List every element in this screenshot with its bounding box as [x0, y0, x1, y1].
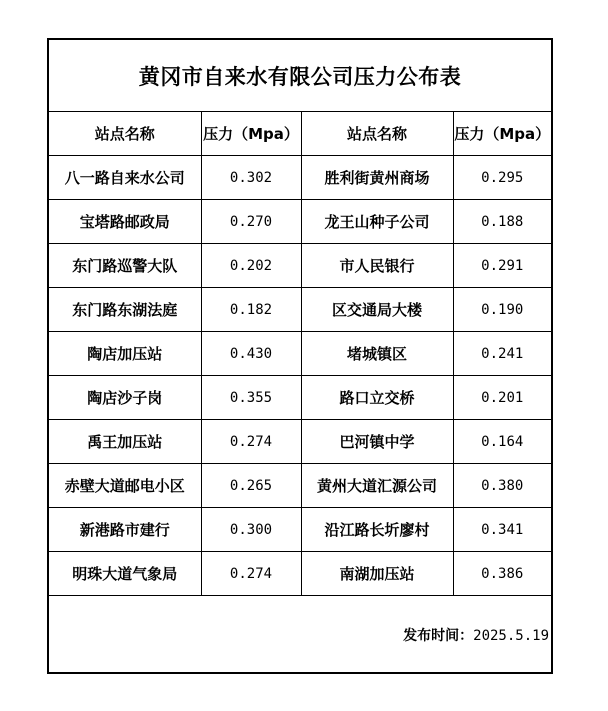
publish-time: [403, 625, 549, 645]
pressure-table: [49, 111, 551, 596]
station-name-cell: 八一路自来水公司: [49, 156, 201, 200]
station-name-cell: 新港路市建行: [49, 508, 201, 552]
table-row: [49, 508, 551, 552]
station-name-cell: 路口立交桥: [301, 376, 453, 420]
header-station-right: 站点名称: [301, 112, 453, 156]
pressure-value-cell: 0.355: [201, 376, 301, 420]
pressure-value-cell: 0.188: [453, 200, 551, 244]
station-name-cell: 沿江路长圻廖村: [301, 508, 453, 552]
pressure-value-cell: 0.274: [201, 420, 301, 464]
pressure-value-cell: 0.430: [201, 332, 301, 376]
table-row: [49, 420, 551, 464]
table-row: [49, 376, 551, 420]
table-header-row: [49, 112, 551, 156]
pressure-value-cell: 0.241: [453, 332, 551, 376]
station-name-cell: 东门路巡警大队: [49, 244, 201, 288]
station-name-cell: 明珠大道气象局: [49, 552, 201, 596]
pressure-value-cell: 0.265: [201, 464, 301, 508]
pressure-report-sheet: [47, 38, 553, 674]
publish-date: 2025.5.19: [473, 628, 549, 644]
station-name-cell: 南湖加压站: [301, 552, 453, 596]
table-row: [49, 332, 551, 376]
table-row: [49, 244, 551, 288]
pressure-value-cell: 0.202: [201, 244, 301, 288]
pressure-value-cell: 0.300: [201, 508, 301, 552]
report-title: 黄冈市自来水有限公司压力公布表: [49, 40, 551, 112]
station-name-cell: 堵城镇区: [301, 332, 453, 376]
pressure-value-cell: 0.341: [453, 508, 551, 552]
station-name-cell: 赤壁大道邮电小区: [49, 464, 201, 508]
table-row: [49, 464, 551, 508]
station-name-cell: 陶店沙子岗: [49, 376, 201, 420]
pressure-value-cell: 0.302: [201, 156, 301, 200]
station-name-cell: 市人民银行: [301, 244, 453, 288]
table-row: [49, 156, 551, 200]
station-name-cell: 禹王加压站: [49, 420, 201, 464]
header-station-left: 站点名称: [49, 112, 201, 156]
pressure-value-cell: 0.295: [453, 156, 551, 200]
station-name-cell: 龙王山种子公司: [301, 200, 453, 244]
station-name-cell: 宝塔路邮政局: [49, 200, 201, 244]
pressure-value-cell: 0.380: [453, 464, 551, 508]
pressure-value-cell: 0.386: [453, 552, 551, 596]
table-row: [49, 288, 551, 332]
pressure-value-cell: 0.164: [453, 420, 551, 464]
publish-time-label: 发布时间：: [403, 628, 474, 644]
station-name-cell: 巴河镇中学: [301, 420, 453, 464]
pressure-value-cell: 0.270: [201, 200, 301, 244]
station-name-cell: 区交通局大楼: [301, 288, 453, 332]
header-pressure-right: 压力（Mpa）: [453, 112, 551, 156]
pressure-value-cell: 0.274: [201, 552, 301, 596]
station-name-cell: 黄州大道汇源公司: [301, 464, 453, 508]
station-name-cell: 陶店加压站: [49, 332, 201, 376]
pressure-value-cell: 0.291: [453, 244, 551, 288]
header-pressure-left: 压力（Mpa）: [201, 112, 301, 156]
pressure-value-cell: 0.182: [201, 288, 301, 332]
pressure-value-cell: 0.190: [453, 288, 551, 332]
table-row: [49, 200, 551, 244]
station-name-cell: 东门路东湖法庭: [49, 288, 201, 332]
station-name-cell: 胜利街黄州商场: [301, 156, 453, 200]
table-row: [49, 552, 551, 596]
pressure-value-cell: 0.201: [453, 376, 551, 420]
